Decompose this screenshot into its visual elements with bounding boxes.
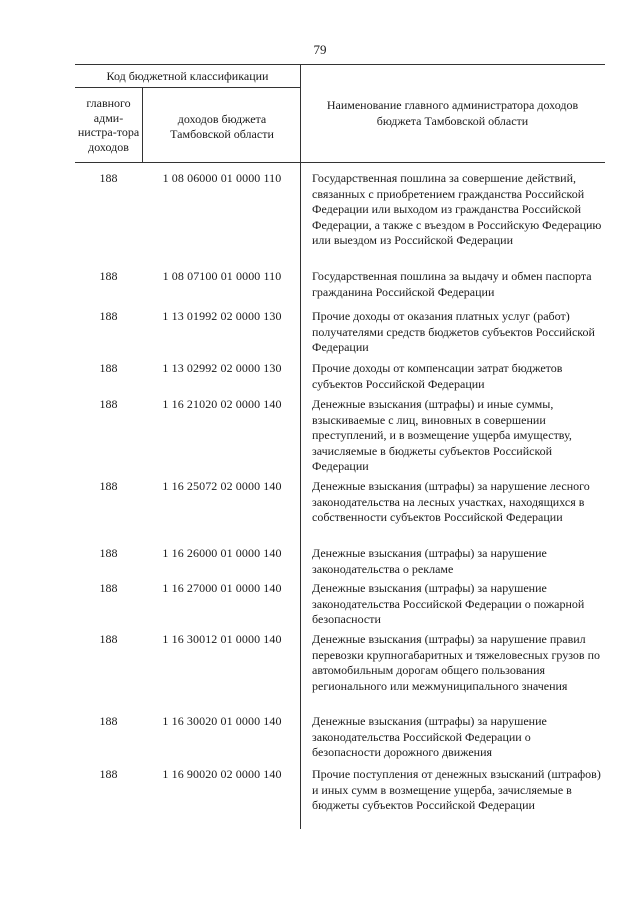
admin-code-cell: 188: [99, 361, 118, 375]
admin-code-cell: 188: [99, 309, 118, 323]
income-code-cell: 1 13 02992 02 0000 130: [162, 361, 282, 375]
admin-code-cell: 188: [99, 546, 118, 560]
admin-code-cell: 188: [99, 632, 118, 646]
income-code-cell: 1 16 21020 02 0000 140: [162, 397, 282, 411]
budget-codes-table: [75, 64, 605, 829]
income-code-cell: 1 16 25072 02 0000 140: [162, 479, 282, 493]
income-name-cell: Прочие доходы от компенсации затрат бюджетов субъектов Российской Федерации: [312, 361, 563, 391]
header-bottom-rule: [75, 162, 605, 163]
income-name-cell: Денежные взыскания (штрафы) за нарушение законодательства Российской Федерации о пожарной безопасности: [312, 581, 585, 626]
income-code-cell: 1 16 90020 02 0000 140: [162, 767, 282, 781]
income-name-cell: Денежные взыскания (штрафы) и иные суммы, взыскиваемые с лиц, виновных в совершении преступлений, и в возмещение ущерба имуществу, зачисляемые в бюджеты субъектов Российской Федерации: [312, 397, 572, 473]
header-col-income-code: доходов бюджета Тамбовской области: [170, 112, 274, 141]
income-name-cell: Государственная пошлина за совершение действий, связанных с приобретением гражданства Российской Федерации или выходом из гражданства Российской Федерации, а также с въездом в Российскую Федерацию или выездом из Российской Федерации: [312, 171, 602, 247]
income-name-cell: Денежные взыскания (штрафы) за нарушение лесного законодательства на лесных участках, находящихся в собственности субъектов Российской Федерации: [312, 479, 590, 524]
admin-code-cell: 188: [99, 479, 118, 493]
header-col-name: Наименование главного администратора доходов бюджета Тамбовской области: [326, 98, 579, 128]
income-code-cell: 1 16 30012 01 0000 140: [162, 632, 282, 646]
admin-code-cell: 188: [99, 171, 118, 185]
income-name-cell: Прочие поступления от денежных взысканий (штрафов) и иных сумм в возмещение ущерба, зачисляемые в бюджеты субъектов Российской Федерации: [312, 767, 601, 812]
header-split-rule: [75, 87, 300, 88]
income-name-cell: Денежные взыскания (штрафы) за нарушение правил перевозки крупногабаритных и тяжеловесных грузов по автомобильным дорогам общего пользования регионального или межмуниципального значения: [312, 632, 601, 693]
admin-code-cell: 188: [99, 581, 118, 595]
page-number: 79: [313, 42, 327, 57]
admin-code-cell: 188: [99, 767, 118, 781]
income-code-cell: 1 08 07100 01 0000 110: [162, 269, 282, 283]
col-divider-1: [142, 87, 143, 162]
income-code-cell: 1 16 27000 01 0000 140: [162, 581, 282, 595]
income-code-cell: 1 08 06000 01 0000 110: [162, 171, 282, 185]
income-name-cell: Денежные взыскания (штрафы) за нарушение законодательства о рекламе: [312, 546, 547, 576]
header-group-title: Код бюджетной классификации: [106, 69, 269, 83]
admin-code-cell: 188: [99, 269, 118, 283]
income-code-cell: 1 13 01992 02 0000 130: [162, 309, 282, 323]
income-code-cell: 1 16 26000 01 0000 140: [162, 546, 282, 560]
income-name-cell: Государственная пошлина за выдачу и обмен паспорта гражданина Российской Федерации: [312, 269, 592, 299]
admin-code-cell: 188: [99, 714, 118, 728]
table-top-rule: [75, 64, 605, 65]
income-code-cell: 1 16 30020 01 0000 140: [162, 714, 282, 728]
income-name-cell: Денежные взыскания (штрафы) за нарушение законодательства Российской Федерации о безопасности дорожного движения: [312, 714, 547, 759]
header-col-admin: главного адми-нистра-тора доходов: [77, 96, 140, 154]
income-name-cell: Прочие доходы от оказания платных услуг (работ) получателями средств бюджетов субъектов Российской Федерации: [312, 309, 595, 354]
col-divider-2: [300, 64, 301, 829]
admin-code-cell: 188: [99, 397, 118, 411]
